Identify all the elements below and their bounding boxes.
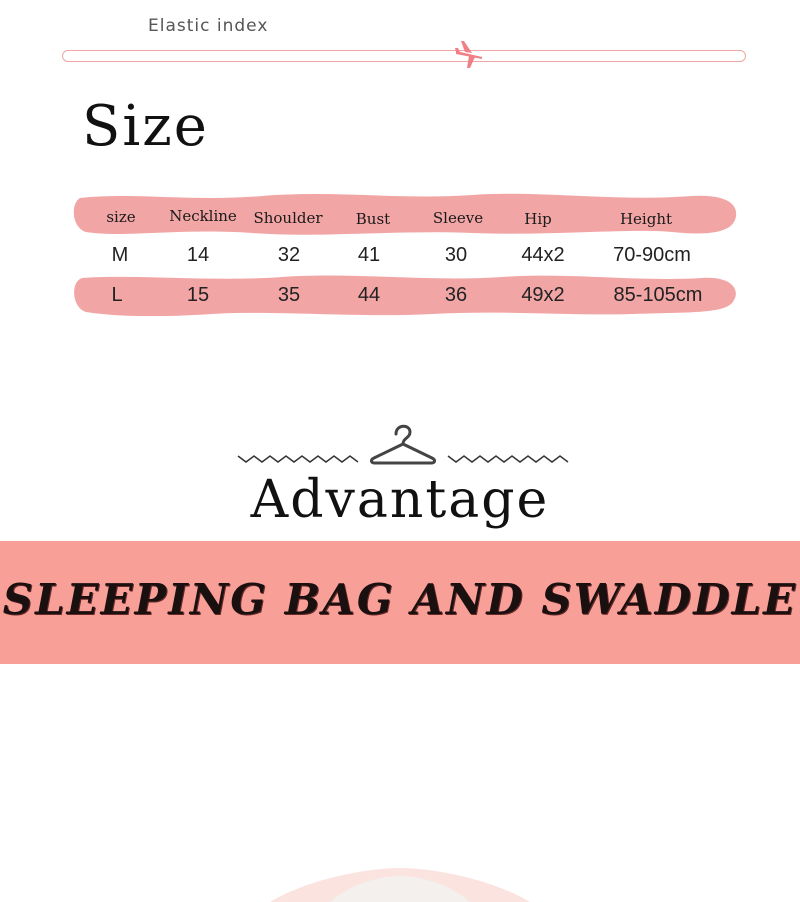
table-cell: 49x2 bbox=[521, 284, 565, 306]
header-shoulder: Shoulder bbox=[253, 209, 323, 227]
zigzag-left bbox=[238, 456, 358, 462]
table-cell: 44 bbox=[357, 284, 381, 306]
table-cell: 41 bbox=[357, 244, 381, 266]
table-cell: L bbox=[111, 284, 123, 306]
header-bust: Bust bbox=[355, 210, 391, 228]
product-photo bbox=[270, 868, 530, 902]
zigzag-right bbox=[448, 456, 568, 462]
elastic-index-bar bbox=[62, 50, 746, 62]
sleeping-bag-banner bbox=[0, 541, 800, 664]
advantage-title: Advantage bbox=[250, 470, 550, 530]
hanger-icon bbox=[371, 426, 434, 463]
table-cell: 36 bbox=[444, 284, 468, 306]
table-cell: 32 bbox=[277, 244, 301, 266]
table-cell: 14 bbox=[186, 244, 210, 266]
header-hip: Hip bbox=[524, 210, 552, 228]
header-size: size bbox=[106, 208, 136, 226]
table-cell: 44x2 bbox=[521, 244, 565, 266]
size-title: Size bbox=[82, 94, 209, 159]
table-cell: 70-90cm bbox=[613, 244, 691, 266]
table-cell: M bbox=[111, 244, 129, 266]
hanger-divider bbox=[236, 420, 570, 470]
elastic-index-label: Elastic index bbox=[148, 16, 269, 36]
table-cell: 35 bbox=[277, 284, 301, 306]
banner-text: SLEEPING BAG AND SWADDLE bbox=[2, 575, 798, 624]
table-cell: 15 bbox=[186, 284, 210, 306]
header-height: Height bbox=[619, 210, 673, 228]
header-sleeve: Sleeve bbox=[432, 209, 484, 227]
table-cell: 30 bbox=[444, 244, 468, 266]
table-cell: 85-105cm bbox=[613, 284, 703, 306]
header-neckline: Neckline bbox=[169, 207, 237, 225]
airplane-icon bbox=[452, 40, 486, 70]
size-table bbox=[72, 192, 738, 318]
